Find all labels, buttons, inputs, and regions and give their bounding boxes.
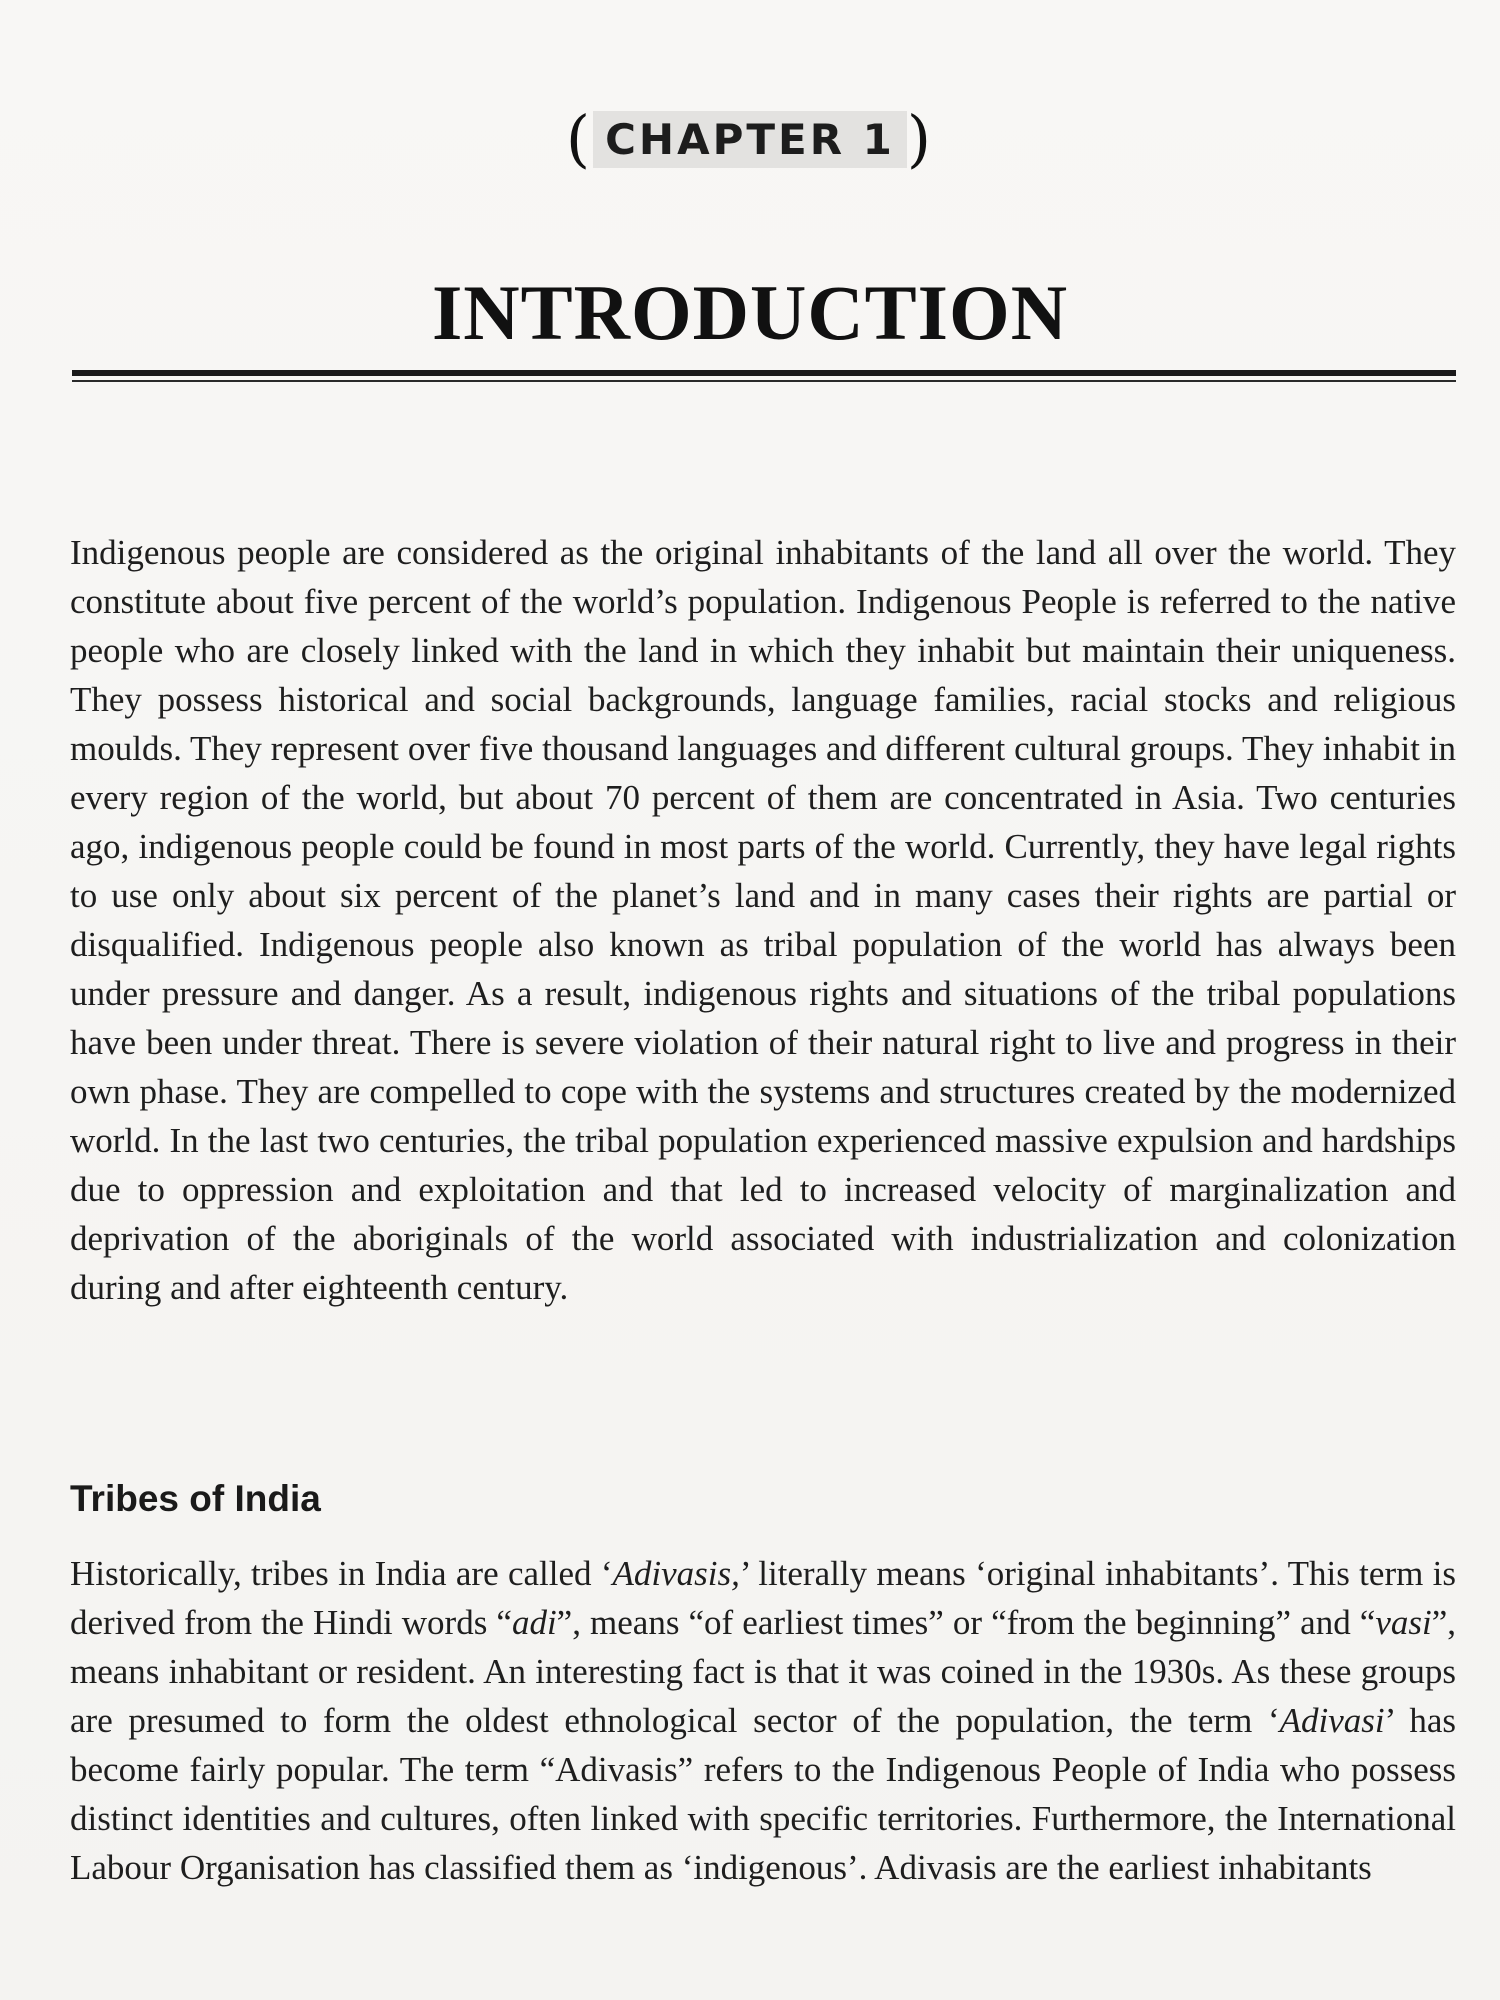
term-adivasis: Adivasis, xyxy=(612,1554,740,1593)
tribes-text-1: Historically, tribes in India are called ‘ xyxy=(70,1554,613,1593)
chapter-number-label: CHAPTER 1 xyxy=(593,111,907,168)
tribes-text-5: ’ has become fairly popular. The term “Adivasis” refers to the Indigenous People of India who possess distinct identities and cultures, often linked with specific territories. Furthermore, the International Labour Organisation has classified them as ‘indigenous’. Adivasis are the earliest inhabitants xyxy=(70,1701,1456,1887)
tribes-paragraph xyxy=(70,1549,1456,1892)
chapter-title: INTRODUCTION xyxy=(431,269,1069,356)
chapter-paren-open: ( xyxy=(565,102,594,175)
tribes-text-2: ’ literally means ‘original inhabitants’. This term is derived from the Hindi words “ xyxy=(70,1554,1456,1642)
section-heading-tribes-of-india: Tribes of India xyxy=(70,1478,321,1519)
title-underline-thin xyxy=(72,380,1456,382)
term-vasi: vasi xyxy=(1375,1603,1432,1642)
term-adivasi: Adivasi xyxy=(1279,1701,1385,1740)
intro-paragraph: Indigenous people are considered as the original inhabitants of the land all over the world. They constitute about five percent of the world’s population. Indigenous People is referred to the native people who are closely linked with the land in which they inhabit but maintain their uniqueness. They possess historical and social backgrounds, language families, racial stocks and religious moulds. They represent over five thousand languages and different cultural groups. They inhabit in every region of the world, but about 70 percent of them are concentrated in Asia. Two centuries ago, indigenous people could be found in most parts of the world. Currently, they have legal rights to use only about six percent of the planet’s land and in many cases their rights are partial or disqualified. Indigenous people also known as tribal population of the world has always been under pressure and danger. As a result, indigenous rights and situations of the tribal populations have been under threat. There is severe violation of their natural right to live and progress in their own phase. They are compelled to cope with the systems and structures created by the modernized world. In the last two centuries, the tribal population experienced massive expulsion and hardships due to oppression and exploitation and that led to increased velocity of marginalization and deprivation of the aboriginals of the world associated with industrialization and colonization during and after eighteenth century. xyxy=(70,533,1456,1307)
tribes-text-3: ”, means “of earliest times” or “from the beginning” and “ xyxy=(556,1603,1376,1642)
term-adi: adi xyxy=(511,1603,557,1642)
chapter-label xyxy=(0,102,1500,175)
title-underline-thick xyxy=(72,370,1456,376)
tribes-text-4: ”, means inhabitant or resident. An interesting fact is that it was coined in the 1930s. As these groups are presumed to form the oldest ethnological sector of the population, the term ‘ xyxy=(70,1603,1456,1740)
chapter-paren-close: ) xyxy=(906,102,935,175)
